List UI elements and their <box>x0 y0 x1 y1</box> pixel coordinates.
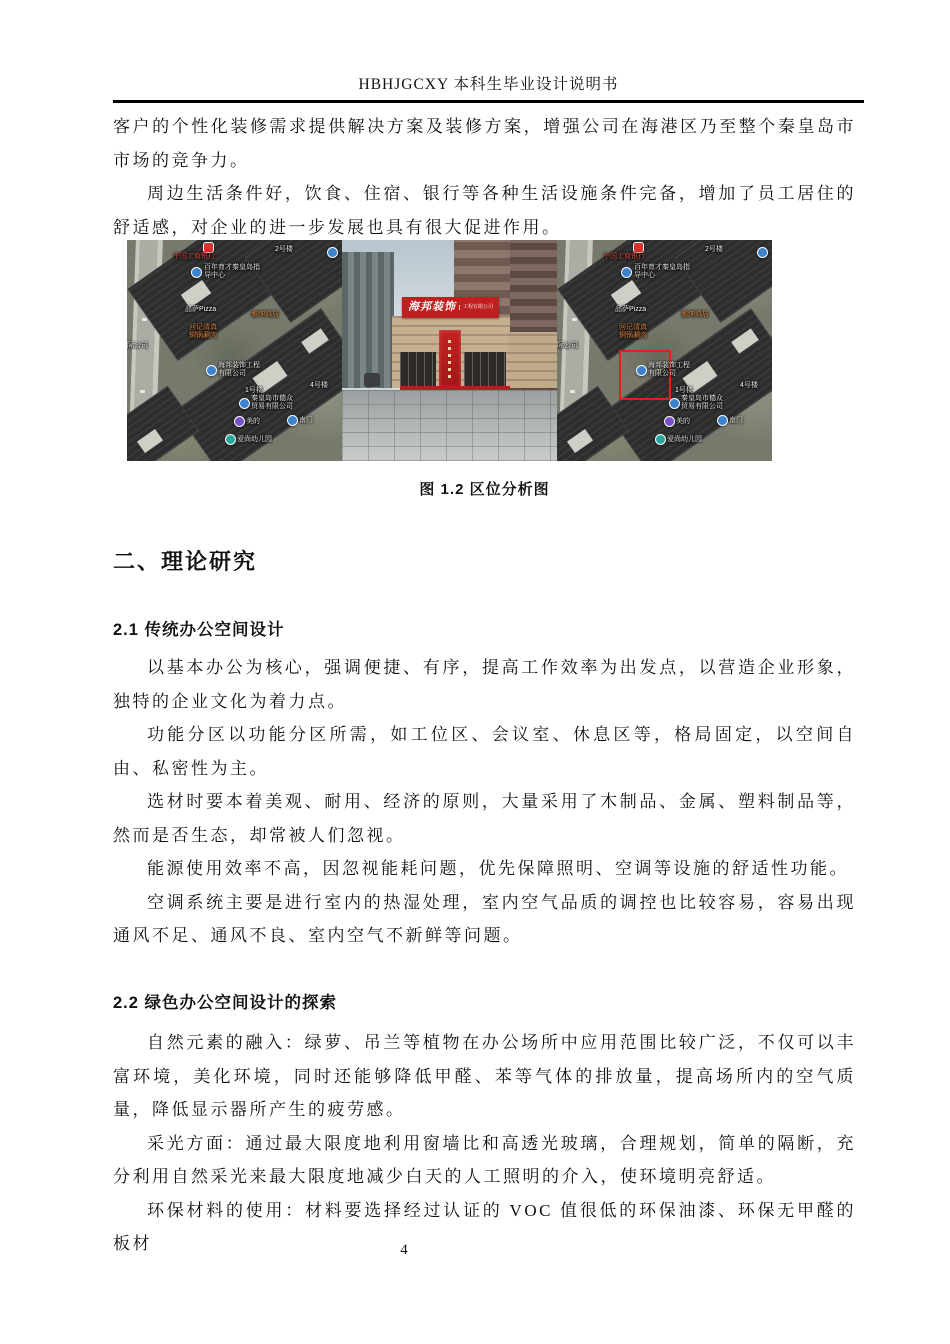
satellite-map-right <box>557 240 772 461</box>
paragraph: 周边生活条件好，饮食、住宿、银行等各种生活设施条件完备，增加了员工居住的舒适感，对企业的进一步发展也具有很大促进作用。 <box>113 184 856 237</box>
poi-icon-midea <box>234 416 245 427</box>
page-header-title: HBHJGCXY 本科生毕业设计说明书 <box>358 76 619 93</box>
poi-icon-south-gate <box>287 415 298 426</box>
section-2-1-paragraphs <box>113 651 856 953</box>
map-label-company-edge: 际公司 <box>127 342 148 349</box>
page-number: 4 <box>400 1242 408 1258</box>
subsection-heading-2-1: 2.1 传统办公空间设计 <box>113 621 285 639</box>
glass-building <box>342 252 394 388</box>
car-dot <box>142 318 147 321</box>
facade-wing <box>508 332 557 388</box>
poi-icon-haibang <box>636 365 647 376</box>
figure-1-2-images <box>127 240 772 461</box>
map-label-hotpot: 回记清真铜锅涮肉 <box>189 324 217 340</box>
paragraph: 客户的个性化装修需求提供解决方案及装修方案，增强公司在海港区乃至整个秦皇岛市市场的竞争力。 <box>113 117 856 170</box>
map-label-trade-company: 秦皇岛市德众贸易有限公司 <box>251 395 293 411</box>
scooter <box>364 373 380 387</box>
subsection-heading-2-2: 2.2 绿色办公空间设计的探索 <box>113 994 338 1012</box>
bank-icon <box>203 242 214 253</box>
map-label-haibang: 海邦装饰工程有限公司 <box>648 362 690 378</box>
section-2-2-paragraphs <box>113 1026 856 1261</box>
map-label-building1: 1号楼 <box>675 387 693 394</box>
poi-icon <box>757 247 768 258</box>
poi-icon-training <box>191 267 202 278</box>
map-label-pizza: 品萨Pizza <box>615 306 647 313</box>
car-dot <box>570 390 575 393</box>
map-label-building1: 1号楼 <box>245 387 263 394</box>
section-heading: 二、理论研究 <box>113 549 258 574</box>
sign-title: 海邦装饰 <box>407 301 456 313</box>
poi-icon-kindergarten <box>655 434 666 445</box>
map-label-haibang: 海邦装饰工程有限公司 <box>218 362 260 378</box>
paragraph: 采光方面：通过最大限度地利用窗墙比和高透光玻璃，合理规划，简单的隔断，充分利用自然采光来最大限度地减少白天的人工照明的介入，使环境明亮舒适。 <box>113 1133 856 1186</box>
map-label-building2: 2号楼 <box>705 246 723 253</box>
paragraph: 空调系统主要是进行室内的热湿处理，室内空气品质的调控也比较容易，容易出现通风不足、通风不良、室内空气不新鲜等问题。 <box>113 892 856 945</box>
banner-pattern <box>448 338 451 378</box>
map-label-building2: 2号楼 <box>275 246 293 253</box>
paragraph: 以基本办公为核心，强调便捷、有序，提高工作效率为出发点，以营造企业形象，独特的企业文化为着力点。 <box>113 658 856 711</box>
storefront-door <box>464 352 506 388</box>
storefront-photo <box>342 240 557 461</box>
paragraph: 选材时要本着美观、耐用、经济的原则，大量采用了木制品、金属、塑料制品等，然而是否生态，却常被人们忽视。 <box>113 792 856 845</box>
poi-icon-kindergarten <box>225 434 236 445</box>
map-label-building4: 4号楼 <box>740 382 758 389</box>
poi-icon <box>327 247 338 258</box>
map-label-trade-company: 秦皇岛市德众贸易有限公司 <box>681 395 723 411</box>
map-label-midea: 美的 <box>246 418 260 425</box>
satellite-map-left <box>127 240 342 461</box>
company-signboard <box>402 297 499 318</box>
poi-icon-trade <box>239 398 250 409</box>
map-label-residence: 雅绅鸿居 <box>681 311 709 318</box>
car-dot <box>572 318 577 321</box>
map-label-residence: 雅绅鸿居 <box>251 311 279 318</box>
map-label-midea: 美的 <box>676 418 690 425</box>
plaza-pavement <box>342 390 557 461</box>
map-label-pizza: 品萨Pizza <box>185 306 217 313</box>
poi-icon-haibang <box>206 365 217 376</box>
map-label-bank: 中国工商银行 <box>603 253 645 260</box>
poi-icon-trade <box>669 398 680 409</box>
map-label-hotpot: 回记清真铜锅涮肉 <box>619 324 647 340</box>
intro-paragraphs <box>113 110 856 244</box>
map-label-bank: 中国工商银行 <box>173 253 215 260</box>
map-label-company-edge: 际公司 <box>557 342 578 349</box>
car-dot <box>140 390 145 393</box>
poi-icon-training <box>621 267 632 278</box>
map-label-building4: 4号楼 <box>310 382 328 389</box>
figure-caption: 图 1.2 区位分析图 <box>419 481 550 498</box>
poi-icon-south-gate <box>717 415 728 426</box>
poi-icon-midea <box>664 416 675 427</box>
sign-subtitle: 工程有限公司 <box>459 305 493 311</box>
header-rule <box>113 100 864 103</box>
bank-icon <box>633 242 644 253</box>
paragraph: 环保材料的使用：材料要选择经过认证的 VOC 值很低的环保油漆、环保无甲醛的板材 <box>113 1200 856 1253</box>
map-label-kindergarten: 爱尚幼儿园 <box>237 436 272 443</box>
paragraph: 功能分区以功能分区所需，如工位区、会议室、休息区等，格局固定，以空间自由、私密性为主。 <box>113 725 856 778</box>
map-label-kindergarten: 爱尚幼儿园 <box>667 436 702 443</box>
map-label-south-gate: 南门 <box>729 417 743 424</box>
paragraph: 能源使用效率不高，因忽视能耗问题，优先保障照明、空调等设施的舒适性功能。 <box>147 859 849 878</box>
storefront-door <box>400 352 436 388</box>
map-label-training-center: 百年育才秦皇岛指导中心 <box>204 264 260 280</box>
map-label-training-center: 百年育才秦皇岛指导中心 <box>634 264 690 280</box>
map-label-south-gate: 南门 <box>299 417 313 424</box>
paragraph: 自然元素的融入：绿萝、吊兰等植物在办公场所中应用范围比较广泛，不仅可以丰富环境，美化环境，同时还能够降低甲醛、苯等气体的排放量，提高场所内的空气质量，降低显示器所产生的疲劳感。 <box>113 1033 856 1119</box>
red-banner <box>439 330 461 388</box>
